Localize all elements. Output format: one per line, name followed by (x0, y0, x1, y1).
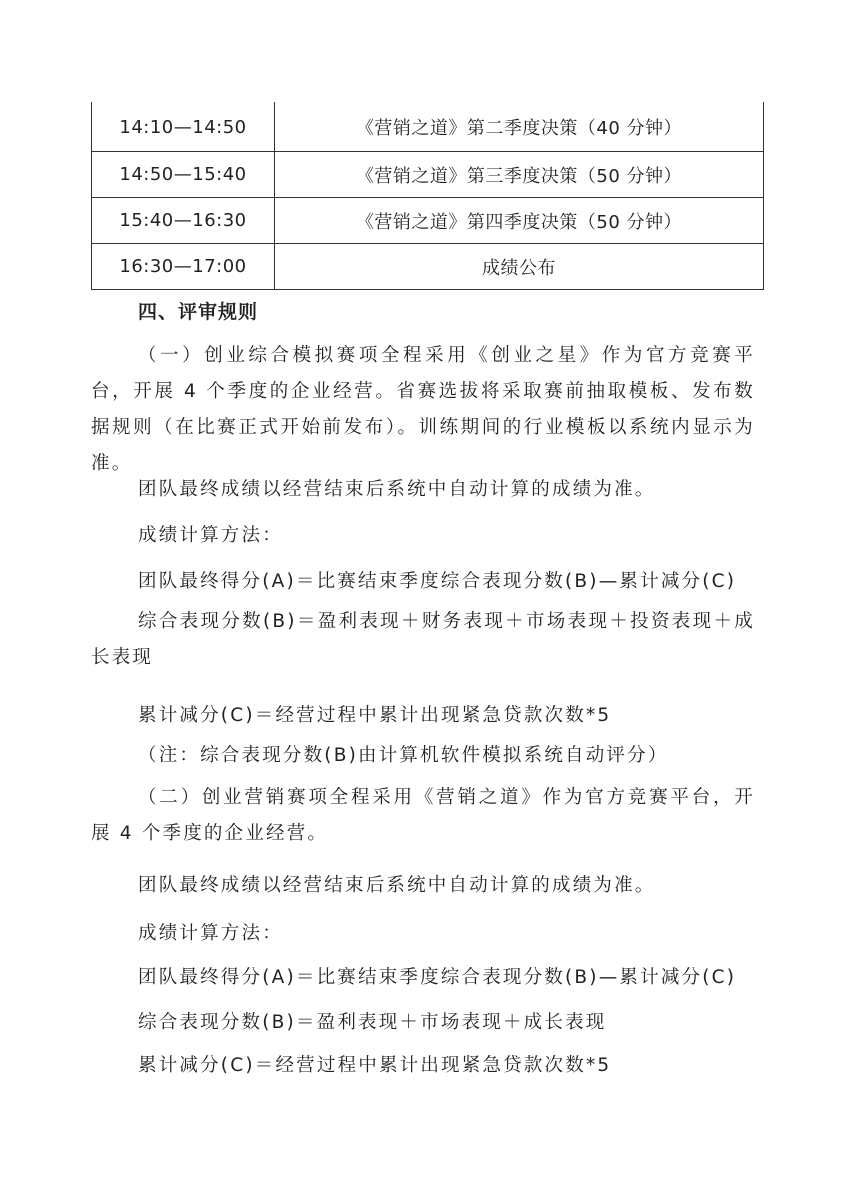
paragraph-competition-platform-1: （一）创业综合模拟赛项全程采用《创业之星》作为官方竞赛平台，开展 4 个季度的企业经营。省赛选拔将采取赛前抽取模板、发布数据规则（在比赛正式开始前发布）。训练期间的行业模板以系统内显示为准。 (91, 345, 755, 474)
formula-deduction-2: 累计减分(C)＝经营过程中累计出现紧急贷款次数*5 (138, 1055, 612, 1076)
paragraph-final-score-rule-1: 团队最终成绩以经营结束后系统中自动计算的成绩为准。 (138, 479, 656, 500)
activity-cell: 《营销之道》第二季度决策（40 分钟） (275, 102, 764, 152)
activity-cell: 成绩公布 (275, 244, 764, 290)
formula-composite-score-2: 综合表现分数(B)＝盈利表现＋市场表现＋成长表现 (138, 1012, 607, 1033)
time-cell: 15:40—16:30 (92, 198, 275, 244)
formula-deduction-1: 累计减分(C)＝经营过程中累计出现紧急贷款次数*5 (138, 705, 612, 726)
section-heading: 四、评审规则 (138, 301, 259, 323)
table-row (92, 198, 764, 244)
table-row (92, 152, 764, 198)
time-cell: 14:10—14:50 (92, 102, 275, 152)
activity-cell: 《营销之道》第三季度决策（50 分钟） (275, 152, 764, 198)
table-row (92, 102, 764, 152)
formula-composite-score-1: 综合表现分数(B)＝盈利表现＋财务表现＋市场表现＋投资表现＋成长表现 (91, 611, 755, 668)
activity-cell: 《营销之道》第四季度决策（50 分钟） (275, 198, 764, 244)
paragraph-calc-method-2: 成绩计算方法： (138, 923, 283, 944)
formula-final-score-1: 团队最终得分(A)＝比赛结束季度综合表现分数(B)—累计减分(C) (138, 571, 737, 592)
time-cell: 16:30—17:00 (92, 244, 275, 290)
paragraph-calc-method-1: 成绩计算方法： (138, 525, 283, 546)
schedule-table (91, 102, 764, 290)
paragraph-final-score-rule-2: 团队最终成绩以经营结束后系统中自动计算的成绩为准。 (138, 875, 656, 896)
paragraph-competition-platform-2: （二）创业营销赛项全程采用《营销之道》作为官方竞赛平台，开展 4 个季度的企业经营。 (91, 787, 755, 844)
time-cell: 14:50—15:40 (92, 152, 275, 198)
formula-final-score-2: 团队最终得分(A)＝比赛结束季度综合表现分数(B)—累计减分(C) (138, 967, 737, 988)
table-row (92, 244, 764, 290)
paragraph-note: （注：综合表现分数(B)由计算机软件模拟系统自动评分） (138, 745, 669, 766)
